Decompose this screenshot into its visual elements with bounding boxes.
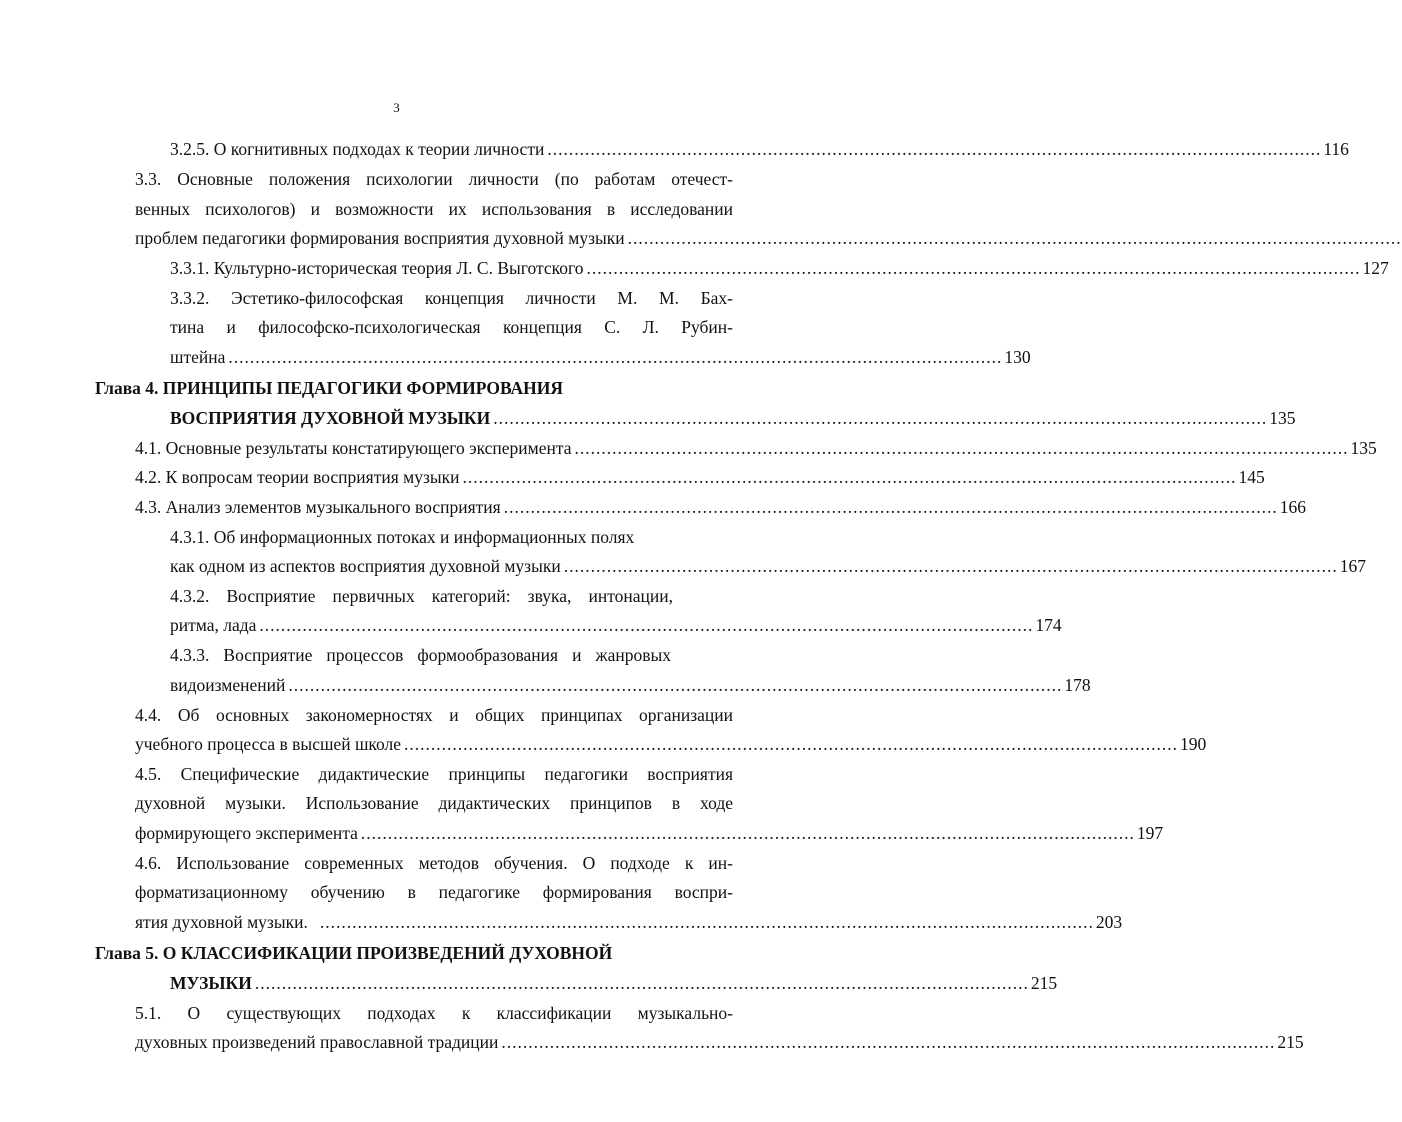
toc-entry-3-3-2-line3: [170, 346, 1031, 368]
page-number: 3: [393, 100, 400, 115]
leader-dots: ................................................................................................................................................: [288, 675, 1063, 695]
toc-page-number: 135: [1350, 438, 1377, 458]
toc-entry-title: видоизменений: [170, 675, 286, 695]
leader-dots: ................................................................................................................................................: [404, 734, 1179, 754]
toc-entry-title: штейна: [170, 347, 226, 367]
toc-entry-3-3-2-line1: 3.3.2. Эстетико-философская концепция личности М. М. Бах-: [170, 288, 733, 308]
toc-entry-4-6-line2: форматизационному обучению в педагогике формирования воспри-: [135, 882, 733, 902]
toc-entry-4-4-line1: 4.4. Об основных закономерностях и общих принципах организации: [135, 705, 733, 725]
toc-entry-title: 3.2.5. О когнитивных подходах к теории личности: [170, 139, 545, 159]
toc-entry-3-3-line2: венных психологов) и возможности их использования в исследовании: [135, 199, 733, 219]
toc-entry-title: 4.3. Анализ элементов музыкального восприятия: [135, 497, 501, 517]
toc-page-number: 127: [1362, 258, 1389, 278]
leader-dots: ................................................................................................................................................: [462, 467, 1237, 487]
toc-chapter-4-line2: [170, 407, 1296, 429]
leader-dots: ................................................................................................................................................: [586, 258, 1361, 278]
toc-entry-3-3-line3: [135, 227, 1402, 249]
toc-page-number: 174: [1035, 615, 1062, 635]
toc-chapter-title: МУЗЫКИ: [170, 973, 252, 993]
toc-page-number: 135: [1269, 408, 1296, 428]
toc-entry-title: ритма, лада: [170, 615, 257, 635]
leader-dots: ................................................................................................................................................: [574, 438, 1349, 458]
toc-entry-5-1-line2: [135, 1031, 1304, 1053]
toc-entry-title: 4.3.1. Об информационных потоках и информационных полях: [170, 527, 635, 547]
toc-entry-3-3-line1: 3.3. Основные положения психологии личности (по работам отечест-: [135, 169, 733, 189]
toc-entry-4-5-line2: духовной музыки. Использование дидактических принципов в ходе: [135, 793, 733, 813]
leader-dots: ................................................................................................................................................: [228, 347, 1003, 367]
toc-entry-title: проблем педагогики формирования восприятия духовной музыки: [135, 228, 625, 248]
toc-entry-4-3-3-line1: 4.3.3. Восприятие процессов формообразования и жанровых: [170, 645, 671, 665]
toc-entry-title: формирующего эксперимента: [135, 823, 358, 843]
toc-entry-title: духовных произведений православной традиции: [135, 1032, 499, 1052]
toc-chapter-4-line1: Глава 4. ПРИНЦИПЫ ПЕДАГОГИКИ ФОРМИРОВАНИЯ: [95, 378, 564, 398]
toc-page-number: 116: [1323, 139, 1349, 159]
toc-entry-4-1: [135, 437, 1377, 459]
toc-chapter-5-line2: [170, 972, 1058, 994]
toc-entry-4-3-2-line1: 4.3.2. Восприятие первичных категорий: звука, интонации,: [170, 586, 673, 606]
toc-entry-4-6-line3: [135, 911, 1123, 933]
toc-entry-4-3-3-line2: [170, 674, 1091, 696]
toc-chapter-5-line1: Глава 5. О КЛАССИФИКАЦИИ ПРОИЗВЕДЕНИЙ ДУХОВНОЙ: [95, 943, 613, 963]
toc-page-number: 130: [1004, 347, 1031, 367]
toc-page-number: 215: [1030, 973, 1058, 993]
leader-dots: ................................................................................................................................................: [501, 1032, 1276, 1052]
toc-entry-title: 4.1. Основные результаты констатирующего эксперимента: [135, 438, 572, 458]
toc-chapter-title: ВОСПРИЯТИЯ ДУХОВНОЙ МУЗЫКИ: [170, 408, 491, 428]
toc-entry-5-1-line1: 5.1. О существующих подходах к классификации музыкально-: [135, 1003, 733, 1023]
toc-entry-title: как одном из аспектов восприятия духовной музыки: [170, 556, 561, 576]
toc-entry-3-2-5: [170, 138, 1349, 160]
toc-page-number: 215: [1277, 1032, 1304, 1052]
toc-page-number: 145: [1238, 467, 1265, 487]
toc-entry-3-3-1: [170, 257, 1389, 279]
toc-page-number: 178: [1064, 675, 1091, 695]
leader-dots: ................................................................................................................................................: [254, 973, 1029, 993]
toc-page-number: 167: [1339, 556, 1366, 576]
leader-dots: ................................................................................................................................................: [547, 139, 1322, 159]
toc-entry-title: 4.2. К вопросам теории восприятия музыки: [135, 467, 460, 487]
leader-dots: ................................................................................................................................................: [360, 823, 1135, 843]
toc-entry-title: ятия духовной музыки.: [135, 912, 308, 932]
toc-entry-4-3-1-line2: [170, 555, 1366, 577]
toc-entry-4-3-2-line2: [170, 614, 1062, 636]
toc-entry-4-3: [135, 496, 1306, 518]
toc-entry-title: учебного процесса в высшей школе: [135, 734, 402, 754]
toc-entry-4-6-line1: 4.6. Использование современных методов обучения. О подходе к ин-: [135, 853, 733, 873]
toc-entry-title: 3.3.1. Культурно-историческая теория Л. С. Выготского: [170, 258, 584, 278]
leader-dots: ................................................................................................................................................: [627, 228, 1402, 248]
toc-entry-4-4-line2: [135, 733, 1207, 755]
leader-dots: ................................................................................................................................................: [319, 912, 1094, 932]
toc-entry-4-3-1-line1: [170, 526, 671, 548]
leader-dots: ................................................................................................................................................: [493, 408, 1268, 428]
toc-entry-4-5-line1: 4.5. Специфические дидактические принципы педагогики восприятия: [135, 764, 733, 784]
toc-entry-3-3-2-line2: тина и философско-психологическая концепция С. Л. Рубин-: [170, 317, 733, 337]
toc-page-number: 197: [1136, 823, 1164, 843]
leader-dots: ................................................................................................................................................: [563, 556, 1338, 576]
leader-dots: ................................................................................................................................................: [259, 615, 1034, 635]
leader-dots: ................................................................................................................................................: [503, 497, 1278, 517]
toc-page-number: 203: [1095, 912, 1123, 932]
toc-entry-4-2: [135, 466, 1265, 488]
toc-page-number: 166: [1279, 497, 1306, 517]
toc-entry-4-5-line3: [135, 822, 1164, 844]
toc-page-number: 190: [1180, 734, 1207, 754]
